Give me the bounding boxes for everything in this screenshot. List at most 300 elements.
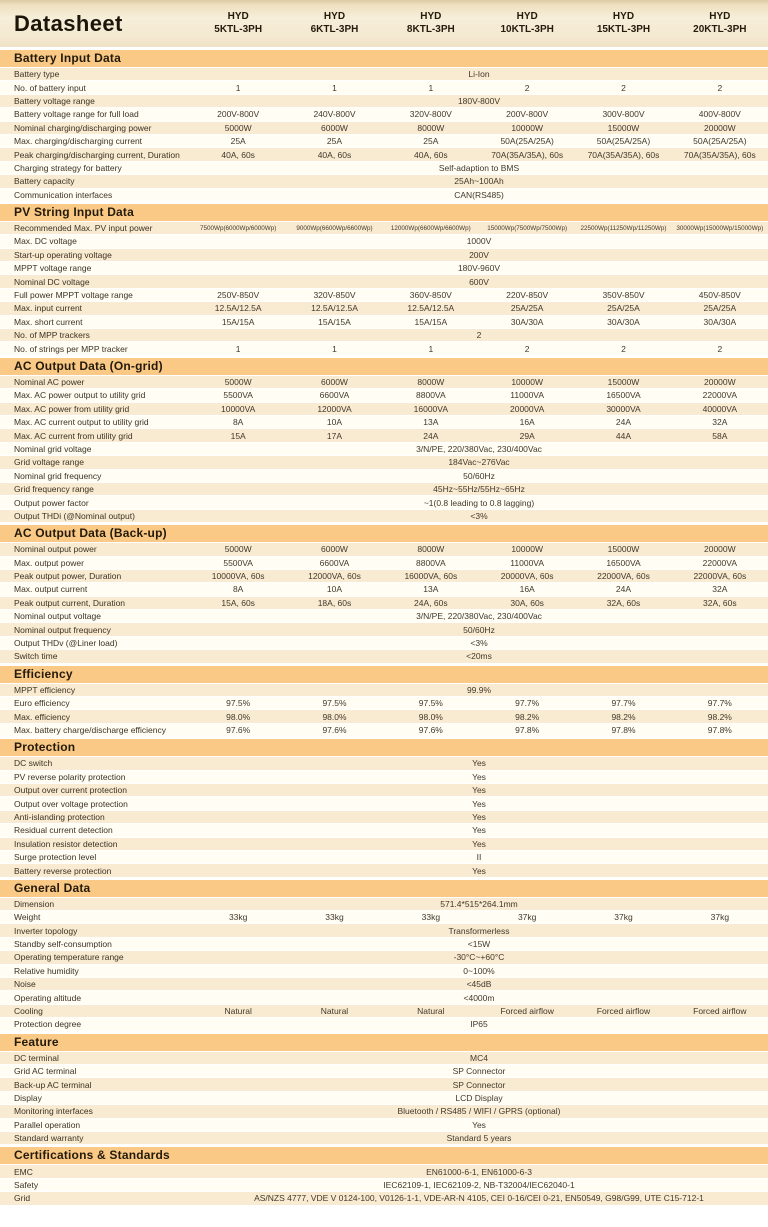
row-span-value: II [476,852,482,863]
table-row [0,235,768,247]
row-value: 20000W [703,544,736,555]
table-row [0,911,768,923]
model-brand: HYD [612,11,635,22]
row-cells [190,83,768,93]
row-value: 1 [428,343,434,354]
row-label: Peak output current, Duration [14,597,126,608]
row-value: 12000VA [317,403,352,414]
row-value: Natural [417,1006,445,1017]
row-label: Anti-islanding protection [14,811,105,822]
row-value: 70A(35A/35A), 60s [491,149,564,160]
model-brand: HYD [227,11,249,22]
row-span-value: 1000V [466,236,492,247]
model-brand: HYD [709,11,731,22]
table-row [0,189,768,201]
table-row [0,811,768,823]
table-row [0,496,768,508]
row-label: Monitoring interfaces [14,1106,93,1117]
table-row [0,162,768,174]
row-value: 37kg [614,912,633,923]
table-row [0,1165,768,1177]
row-label: Max. output power [14,557,84,568]
row-value: 16A [519,584,535,595]
row-label: Max. battery charge/discharge efficiency [14,724,166,735]
row-cells [190,136,768,146]
row-label: Peak output power, Duration [14,571,122,582]
row-cells [190,344,768,354]
row-label: Max. efficiency [14,711,71,722]
row-value: 97.5% [418,698,443,709]
table-row [0,938,768,950]
row-label: Display [14,1092,42,1103]
row-label: Full power MPPT voltage range [14,290,133,301]
row-span-value: 571.4*515*264.1mm [440,898,518,909]
table-row [0,637,768,649]
row-span-value: SP Connector [452,1066,506,1077]
table-row [0,122,768,134]
row-value: 1 [235,82,241,93]
row-value: 12.5A/12.5A [214,303,262,314]
datasheet-header [0,0,768,47]
row-value: 10000VA [220,403,256,414]
row-value: 37kg [710,912,730,923]
row-label: Battery capacity [14,176,75,187]
row-value: 200V-800V [217,109,260,120]
table-row [0,429,768,441]
row-label: MPPT voltage range [14,263,92,274]
row-span-value: Self-adaption to BMS [438,162,520,173]
row-label: Insulation resistor detection [14,838,118,849]
row-value: Forced airflow [500,1006,554,1017]
row-label: Safety [14,1179,39,1190]
section [0,739,768,877]
row-value: 50A(25A/25A) [596,136,651,147]
table-row [0,1065,768,1077]
row-label: DC switch [14,758,53,769]
row-label: Recommended Max. PV input power [14,223,153,234]
table-row [0,697,768,709]
row-span-value: 99.9% [466,684,492,695]
section-title: Protection [0,739,768,756]
row-span-value: 0~100% [463,965,495,976]
row-value: 5000W [224,544,252,555]
section [0,358,768,522]
row-label: Output power factor [14,497,89,508]
row-span-value: CAN(RS485) [454,189,504,200]
table-row [0,302,768,314]
row-value: 30000VA [606,403,641,414]
row-value: 32A [712,417,728,428]
row-value: 33kg [325,912,344,923]
table-row [0,710,768,722]
row-label: Start-up operating voltage [14,249,112,260]
table-row [0,108,768,120]
row-span-value: <45dB [466,979,492,990]
row-value: 97.6% [226,724,251,735]
row-value: 8800VA [416,557,446,568]
model-name: 15KTL-3PH [596,23,651,35]
row-span-value: IP65 [470,1019,488,1030]
table-row [0,275,768,287]
row-cells [190,109,768,119]
row-cells [190,404,768,414]
model-name: 8KTL-3PH [406,23,455,35]
table-row [0,898,768,910]
row-value: 10000W [511,377,543,387]
row-value: 320V-800V [409,109,452,120]
section-title: AC Output Data (On-grid) [0,358,768,375]
row-value: 98.2% [515,711,540,722]
row-value: 11000VA [510,390,545,401]
row-label: Max. short current [14,316,83,327]
row-cells [190,558,768,568]
row-value: 1 [332,343,337,354]
row-value: 32A, 60s [703,597,737,608]
row-value: 16500VA [606,557,641,568]
row-value: 15000W [607,544,640,555]
table-row [0,623,768,635]
table-row [0,376,768,388]
row-span-value: 3/N/PE, 220/380Vac, 230/400Vac [416,443,542,454]
section-title: General Data [0,880,768,897]
row-span-value: <4000m [463,992,495,1003]
row-label: Residual current detection [14,825,113,836]
row-value: 25A/25A [510,303,544,314]
row-value: 2 [524,343,530,354]
row-label: Operating temperature range [14,952,124,963]
model-name: 6KTL-3PH [310,23,359,35]
row-value: 22000VA [702,390,737,401]
row-label: Operating altitude [14,992,82,1003]
table-row [0,684,768,696]
row-value: 5000W [224,122,252,133]
row-value: 8800VA [416,390,446,401]
row-label: Dimension [14,898,55,909]
row-label: EMC [14,1166,33,1177]
section [0,880,768,1031]
row-cells [190,150,768,160]
row-value: 40000VA [702,403,737,414]
model-brand: HYD [420,11,442,22]
table-row [0,416,768,428]
row-label: Inverter topology [14,925,78,936]
row-value: 5000W [224,377,252,387]
table-row [0,965,768,977]
row-label: Max. DC voltage [14,236,77,247]
table-row [0,1092,768,1104]
row-value: 8000W [417,377,445,387]
table-row [0,1005,768,1017]
table-row [0,456,768,468]
section-rows [0,542,768,663]
table-row [0,978,768,990]
row-value: 97.8% [707,724,732,735]
model-brand: HYD [516,11,538,22]
table-row [0,583,768,595]
row-cells [190,417,768,427]
section-rows [0,1051,768,1145]
row-span-value: 600V [469,276,489,287]
model-column [479,11,575,36]
row-label: Protection degree [14,1019,82,1030]
row-span-value: Li-Ion [468,69,490,80]
row-label: Grid [14,1193,31,1204]
row-value: 5500VA [223,390,253,401]
row-value: 7500Wp(6000Wp/6000Wp) [200,224,277,232]
section [0,1147,768,1204]
table-row [0,510,768,522]
table-row [0,771,768,783]
row-value: 25A/25A [703,303,737,314]
row-value: 17A [326,430,343,441]
row-span-value: Bluetooth / RS485 / WIFI / GPRS (optional) [397,1106,561,1117]
table-row [0,389,768,401]
row-label: DC terminal [14,1052,59,1063]
row-value: 400V-800V [698,109,741,120]
section-rows [0,221,768,355]
row-value: 40A, 60s [414,149,448,160]
row-cells [190,317,768,327]
model-column [575,11,671,36]
table-row [0,68,768,80]
row-value: 8A [232,584,244,595]
row-value: 450V-850V [698,290,741,301]
row-span-value: Yes [472,865,486,876]
table-row [0,289,768,301]
row-value: 33kg [421,912,441,923]
row-value: 15000W [607,122,640,133]
table-row [0,864,768,876]
table-row [0,262,768,274]
row-value: 1 [428,82,434,93]
row-value: 97.6% [322,724,347,735]
row-span-value: SP Connector [452,1079,506,1090]
table-row [0,342,768,354]
table-row [0,724,768,736]
row-cells [190,290,768,300]
row-cells [190,544,768,554]
row-value: 30A/30A [510,316,544,327]
row-value: 15A/15A [318,316,351,327]
row-value: 97.8% [611,724,636,735]
row-value: 12000Wp(6600Wp/6600Wp) [390,224,471,232]
row-value: 24A [423,430,439,441]
row-value: 12.5A/12.5A [311,303,358,314]
row-value: 10000W [511,544,543,555]
row-value: 97.7% [707,698,732,709]
row-cells [190,712,768,722]
row-label: Standard warranty [14,1133,84,1144]
model-brand: HYD [323,11,346,22]
page-title: Datasheet [14,10,123,36]
row-label: MPPT efficiency [14,684,76,695]
row-label: Surge protection level [14,852,97,863]
row-value: 220V-850V [506,290,549,301]
section [0,50,768,201]
row-value: 8A [232,417,244,428]
row-label: Max. output current [14,584,88,595]
sections [0,50,768,1205]
row-value: 12000VA, 60s [308,571,361,582]
table-row [0,851,768,863]
table-row [0,222,768,234]
row-span-value: <20ms [466,651,492,662]
row-value: 8000W [417,544,445,555]
row-value: 25A [423,136,439,147]
row-label: Battery voltage range [14,95,95,106]
table-row [0,797,768,809]
row-span-value: <3% [470,510,488,521]
row-value: 200V-800V [506,109,549,120]
row-label: Grid AC terminal [14,1066,77,1077]
row-value: 6000W [321,122,348,133]
row-value: 20000W [703,377,736,387]
row-value: 15A/15A [414,316,448,327]
row-value: 6000W [321,544,348,555]
row-value: 24A [615,417,632,428]
table-row [0,249,768,261]
table-row [0,403,768,415]
section-rows [0,756,768,877]
row-span-value: ~1(0.8 leading to 0.8 lagging) [423,497,535,508]
row-value: 25A [230,136,246,147]
row-value: 98.0% [418,711,443,722]
row-span-value: AS/NZS 4777, VDE V 0124-100, V0126-1-1, VDE-AR-N 4105, CEI 0-16/CEI 0-21, EN50549, G98/G99, UTE C15-712-1 [254,1193,704,1204]
row-value: 6600VA [319,557,350,568]
section-title: Feature [0,1034,768,1051]
section-title: PV String Input Data [0,204,768,221]
row-value: 25A [326,136,343,147]
row-value: 240V-800V [313,109,356,120]
row-value: 16000VA, 60s [404,571,458,582]
row-label: Parallel operation [14,1119,81,1130]
row-value: 97.8% [515,724,540,735]
row-value: 2 [717,82,723,93]
row-label: Back-up AC terminal [14,1079,92,1090]
row-label: Charging strategy for battery [14,162,122,173]
row-value: 50A(25A/25A) [693,136,747,147]
table-row [0,824,768,836]
row-span-value: Standard 5 years [446,1133,512,1144]
row-label: Output THDi (@Nominal output) [14,510,135,521]
row-label: Output THDv (@Liner load) [14,638,118,649]
row-label: Cooling [14,1006,43,1017]
row-value: 10A [326,584,343,595]
row-value: 15A [230,430,246,441]
row-span-value: 3/N/PE, 220/380Vac, 230/400Vac [416,611,542,622]
table-row [0,329,768,341]
model-column [190,11,286,36]
row-span-value: 50/60Hz [463,470,495,481]
model-name: 5KTL-3PH [214,23,263,35]
table-row [0,951,768,963]
row-value: 97.5% [322,698,347,709]
section-rows [0,683,768,737]
row-cells [190,584,768,594]
row-span-value: 50/60Hz [463,624,495,635]
table-row [0,1179,768,1191]
table-row [0,924,768,936]
row-value: 250V-850V [217,290,260,301]
row-value: 98.2% [611,711,636,722]
row-cells [190,390,768,400]
table-row [0,316,768,328]
row-value: 16000VA [413,403,448,414]
table-row [0,757,768,769]
row-value: Natural [224,1006,252,1017]
row-value: 20000W [703,122,736,133]
section [0,204,768,355]
row-value: 44A [615,430,632,441]
row-value: 18A, 60s [317,597,352,608]
row-label: Communication interfaces [14,189,113,200]
row-label: Nominal grid frequency [14,470,102,481]
row-value: 1 [332,82,337,93]
row-span-value: MC4 [470,1052,488,1063]
row-value: 50A(25A/25A) [500,136,554,147]
table-row [0,470,768,482]
row-value: 16500VA [606,390,641,401]
row-span-value: Yes [472,825,486,836]
section-rows [0,375,768,522]
table-row [0,557,768,569]
row-value: 97.7% [611,698,636,709]
row-value: 5500VA [223,557,253,568]
row-value: Natural [320,1006,349,1017]
row-value: 6000W [321,377,348,387]
row-label: Nominal output frequency [14,624,111,635]
row-value: 32A [712,584,728,595]
row-value: 24A, 60s [414,597,448,608]
table-row [0,1105,768,1117]
model-columns [190,11,768,36]
row-value: 32A, 60s [606,597,641,608]
model-column [286,11,382,36]
table-row [0,483,768,495]
row-label: Output over voltage protection [14,798,128,809]
row-value: 10000W [511,122,543,133]
row-label: No. of strings per MPP tracker [14,343,128,354]
row-value: 11000VA [510,557,545,568]
row-value: 70A(35A/35A), 60s [587,149,660,160]
row-span-value: Yes [472,758,486,769]
section-rows [0,1164,768,1204]
table-row [0,1078,768,1090]
row-value: 58A [712,430,728,441]
section [0,1034,768,1145]
row-value: 2 [621,82,626,93]
row-label: Max. input current [14,303,83,314]
row-cells [190,571,768,581]
row-span-value: Yes [472,838,486,849]
row-label: Battery type [14,69,60,80]
row-value: 1 [235,343,241,354]
row-span-value: -30°C~+60°C [453,952,505,963]
row-value: 6600VA [319,390,350,401]
row-span-value: 2 [476,330,482,341]
row-value: 350V-850V [602,290,645,301]
row-cells [190,1006,768,1016]
row-label: Standby self-consumption [14,939,112,950]
table-row [0,1018,768,1030]
row-label: Max. AC current from utility grid [14,430,133,441]
row-value: Forced airflow [693,1006,747,1017]
table-row [0,443,768,455]
row-value: 40A, 60s [221,149,255,160]
section-rows [0,897,768,1031]
row-cells [190,598,768,608]
table-row [0,597,768,609]
